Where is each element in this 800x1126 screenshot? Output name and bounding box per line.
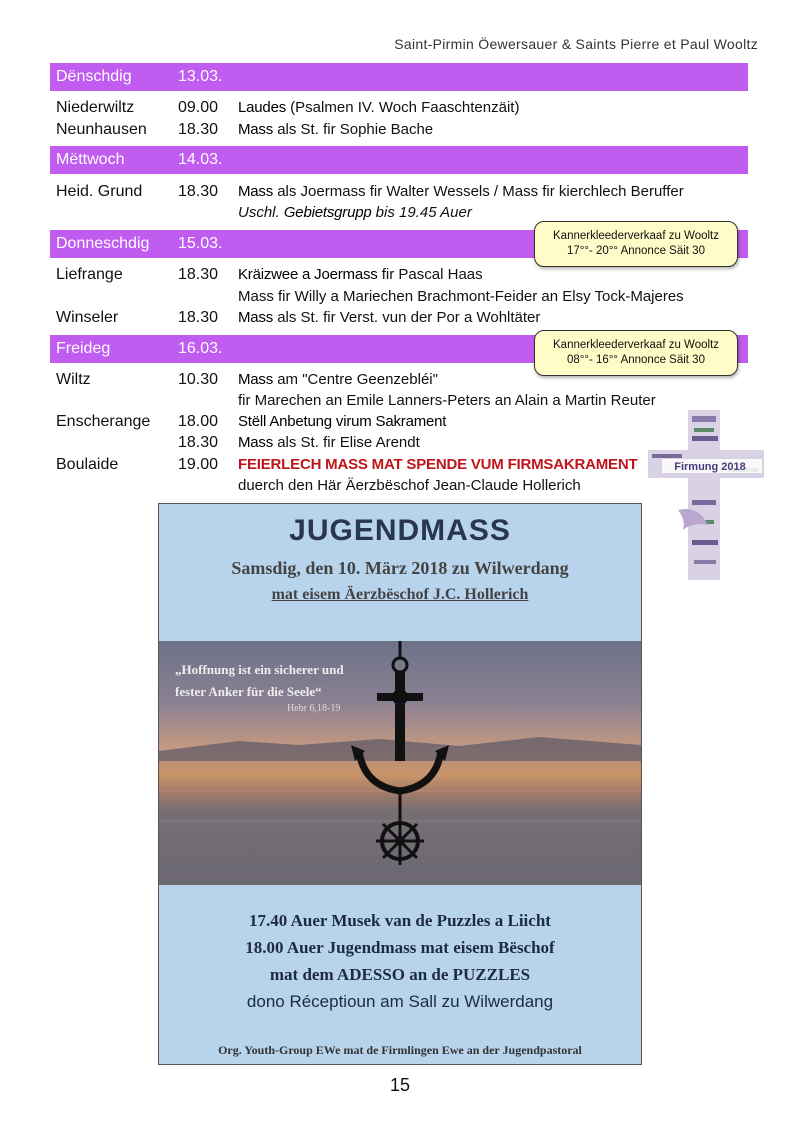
notice-box <box>534 330 738 376</box>
description <box>238 286 684 308</box>
time: 18.30 <box>178 183 219 200</box>
service-detail: fir Marechen an Emile Lanners-Peters an Alain a Martin Reuter <box>238 392 656 409</box>
quote-line: „Hoffnung ist ein sicherer und <box>175 662 344 677</box>
notice-box <box>534 221 738 267</box>
list-item <box>56 264 756 286</box>
location: Boulaide <box>56 456 119 473</box>
notice-line: Kannerkleederverkaaf zu Wooltz <box>553 230 719 242</box>
description <box>238 202 472 224</box>
location: Liefrange <box>56 266 123 283</box>
service-detail: als St. fir Elise Arendt <box>273 434 420 451</box>
day-bar-wednesday <box>50 146 748 174</box>
jugendmass-poster <box>158 503 642 1065</box>
service-type: Mass <box>238 183 274 200</box>
service-detail: duerch den Här Äerzbëschof Jean-Claude Hollerich <box>238 477 581 494</box>
service-type: Stëll Anbetung virum Sakrament <box>238 413 447 430</box>
poster-line: 17.40 Auer Musek van de Puzzles a Liicht <box>249 911 551 930</box>
service-type: Kräizwee a Joermass <box>238 266 378 283</box>
day-date: 15.03. <box>178 235 223 252</box>
service-type: Mass <box>238 371 274 388</box>
firmung-cross-graphic <box>648 410 764 580</box>
service-type: Mass <box>238 434 274 451</box>
description <box>238 454 637 476</box>
service-detail: Uschl. <box>238 204 284 221</box>
poster-subtitle: Samsdig, den 10. März 2018 zu Wilwerdang <box>231 558 569 578</box>
day-name: Dënschdig <box>56 68 132 85</box>
day-name: Mëttwoch <box>56 151 125 168</box>
service-detail-2: bis 19.45 Auer <box>371 204 472 221</box>
time: 18.30 <box>178 309 219 326</box>
list-item <box>56 390 756 412</box>
service-type: Mass <box>238 121 274 138</box>
service-detail: Mass fir Willy a Mariechen Brachmont-Feider an Elsy Tock-Majeres <box>238 288 684 305</box>
service-detail: als Joermass fir Walter Wessels / Mass fir kierchlech Beruffer <box>273 183 684 200</box>
page-header: Saint-Pirmin Öewersauer & Saints Pierre et Paul Wooltz <box>394 36 758 52</box>
day-date: 13.03. <box>178 68 223 85</box>
anchor-photo <box>159 641 641 885</box>
day-name: Donneschdig <box>56 235 150 252</box>
notice-line: Kannerkleederverkaaf zu Wooltz <box>553 339 719 351</box>
location: Winseler <box>56 309 119 326</box>
list-item <box>56 181 756 203</box>
time: 09.00 <box>178 99 219 116</box>
location: Neunhausen <box>56 121 147 138</box>
poster-line: 18.00 Auer Jugendmass mat eisem Bëschof <box>245 938 555 957</box>
page-number: 15 <box>389 1075 411 1095</box>
quote-reference: Hebr 6,18-19 <box>287 703 341 714</box>
notice-line: 08°°- 16°° Annonce Säit 30 <box>567 354 705 366</box>
service-detail: als St. fir Sophie Bache <box>273 121 434 138</box>
service-type: FEIERLECH MASS MAT SPENDE VUM FIRMSAKRAMENT <box>238 456 638 473</box>
time: 18.30 <box>178 121 219 138</box>
list-item <box>56 286 756 308</box>
location: Enscherange <box>56 413 151 430</box>
description <box>238 475 581 497</box>
time: 19.00 <box>178 456 219 473</box>
service-type: Gebietsgrupp <box>283 204 372 221</box>
description <box>238 432 420 454</box>
time: 18.00 <box>178 413 219 430</box>
list-item <box>56 119 756 141</box>
location: Heid. Grund <box>56 183 143 200</box>
service-type: Laudes <box>238 99 287 116</box>
list-item <box>56 97 756 119</box>
service-detail: am "Centre Geenzebléi" <box>273 371 438 388</box>
description <box>238 181 684 203</box>
time: 10.30 <box>178 371 219 388</box>
list-item <box>56 307 756 329</box>
description <box>238 411 446 433</box>
poster-quote <box>175 659 344 703</box>
description <box>238 369 438 391</box>
poster-title: JUGENDMASS <box>289 514 511 547</box>
description <box>238 307 540 329</box>
time: 18.30 <box>178 434 219 451</box>
location: Wiltz <box>56 371 91 388</box>
firmung-label: Firmung 2018 <box>674 461 746 473</box>
notice-line: 17°°- 20°° Annonce Säit 30 <box>567 245 705 257</box>
description <box>238 264 483 286</box>
description <box>238 119 433 141</box>
day-name: Freideg <box>56 340 111 357</box>
service-detail: (Psalmen IV. Woch Faaschtenzäit) <box>286 99 520 116</box>
poster-line: mat dem ADESSO an de PUZZLES <box>269 965 531 984</box>
poster-footer: Org. Youth-Group EWe mat de Firmlingen Ewe an der Jugendpastoral <box>218 1043 582 1057</box>
service-detail: als St. fir Verst. vun der Por a Wohltäter <box>273 309 541 326</box>
location: Niederwiltz <box>56 99 135 116</box>
day-bar-tuesday <box>50 63 748 91</box>
poster-subtitle-2: mat eisem Äerzbëschof J.C. Hollerich <box>271 586 529 603</box>
day-date: 14.03. <box>178 151 223 168</box>
service-detail: fir Pascal Haas <box>377 266 483 283</box>
time: 18.30 <box>178 266 219 283</box>
quote-line: fester Anker für die Seele“ <box>175 684 322 699</box>
description <box>238 97 519 119</box>
day-date: 16.03. <box>178 340 223 357</box>
description <box>238 390 656 412</box>
poster-line: dono Réceptioun am Sall zu Wilwerdang <box>246 992 554 1011</box>
service-type: Mass <box>238 309 274 326</box>
